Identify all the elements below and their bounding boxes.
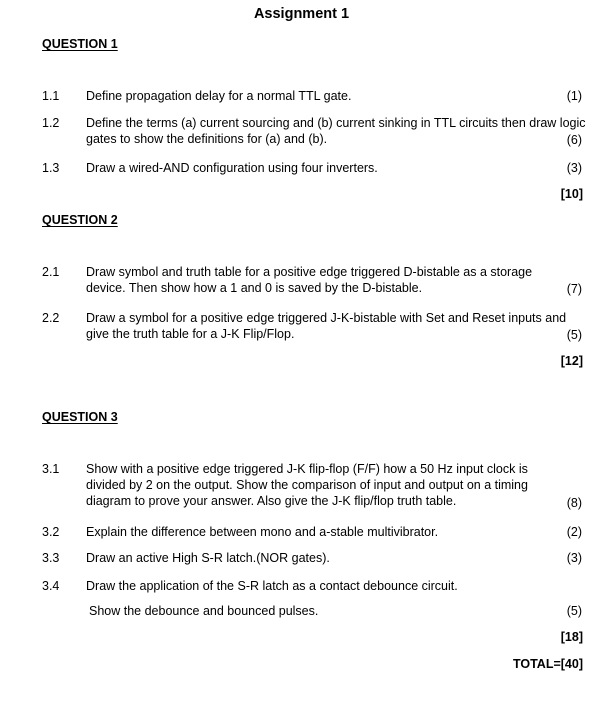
item-text: Draw the application of the S-R latch as a contact debounce circuit. — [86, 579, 458, 593]
item-text: Draw an active High S-R latch.(NOR gates). — [86, 551, 330, 565]
item-text: Define the terms (a) current sourcing and (b) current sinking in TTL circuits then draw logic gates to show the definitions for (a) and (b). — [86, 116, 586, 146]
item-number: 2.1 — [42, 265, 60, 279]
item-text: Draw a wired-AND configuration using four inverters. — [86, 161, 378, 175]
item-number: 1.1 — [42, 89, 60, 103]
item-text: Draw a symbol for a positive edge triggered J-K-bistable with Set and Reset inputs and give the truth table for a J-K Flip/Flop. — [86, 311, 567, 341]
item-marks: (3) — [566, 551, 582, 565]
page-title: Assignment 1 — [253, 6, 350, 22]
item-marks: (5) — [566, 604, 582, 618]
item-marks: (2) — [566, 525, 582, 539]
question-1-total: [10] — [560, 187, 583, 201]
item-marks: (6) — [566, 133, 582, 147]
item-marks: (5) — [566, 328, 582, 342]
question-3-heading: QUESTION 3 — [42, 410, 118, 424]
question-1-heading: QUESTION 1 — [42, 37, 118, 51]
item-marks: (3) — [566, 161, 582, 175]
item-text: Draw symbol and truth table for a positive edge triggered D-bistable as a storage device. Then show how a 1 and 0 is saved by the D-bistable. — [86, 265, 533, 295]
question-2-total: [12] — [560, 354, 583, 368]
item-number: 3.1 — [42, 462, 60, 476]
item-text: Define propagation delay for a normal TTL gate. — [86, 89, 352, 103]
item-number: 1.3 — [42, 161, 60, 175]
item-number: 3.4 — [42, 579, 60, 593]
item-number: 1.2 — [42, 116, 60, 130]
item-text: Explain the difference between mono and a-stable multivibrator. — [86, 525, 439, 539]
item-marks: (1) — [566, 89, 582, 103]
item-number: 2.2 — [42, 311, 60, 325]
item-number: 3.2 — [42, 525, 60, 539]
item-text: Show the debounce and bounced pulses. — [89, 604, 319, 618]
item-marks: (7) — [566, 282, 582, 296]
item-marks: (8) — [566, 496, 582, 510]
question-3-total: [18] — [560, 630, 583, 644]
question-2-heading: QUESTION 2 — [42, 213, 118, 227]
item-number: 3.3 — [42, 551, 60, 565]
grand-total: TOTAL=[40] — [512, 657, 583, 671]
item-text: Show with a positive edge triggered J-K flip-flop (F/F) how a 50 Hz input clock is divided by 2 on the output. Show the comparison of input and output on a timing diagram to prove your answer. Also give the J-K flip/flop truth table. — [86, 462, 528, 508]
